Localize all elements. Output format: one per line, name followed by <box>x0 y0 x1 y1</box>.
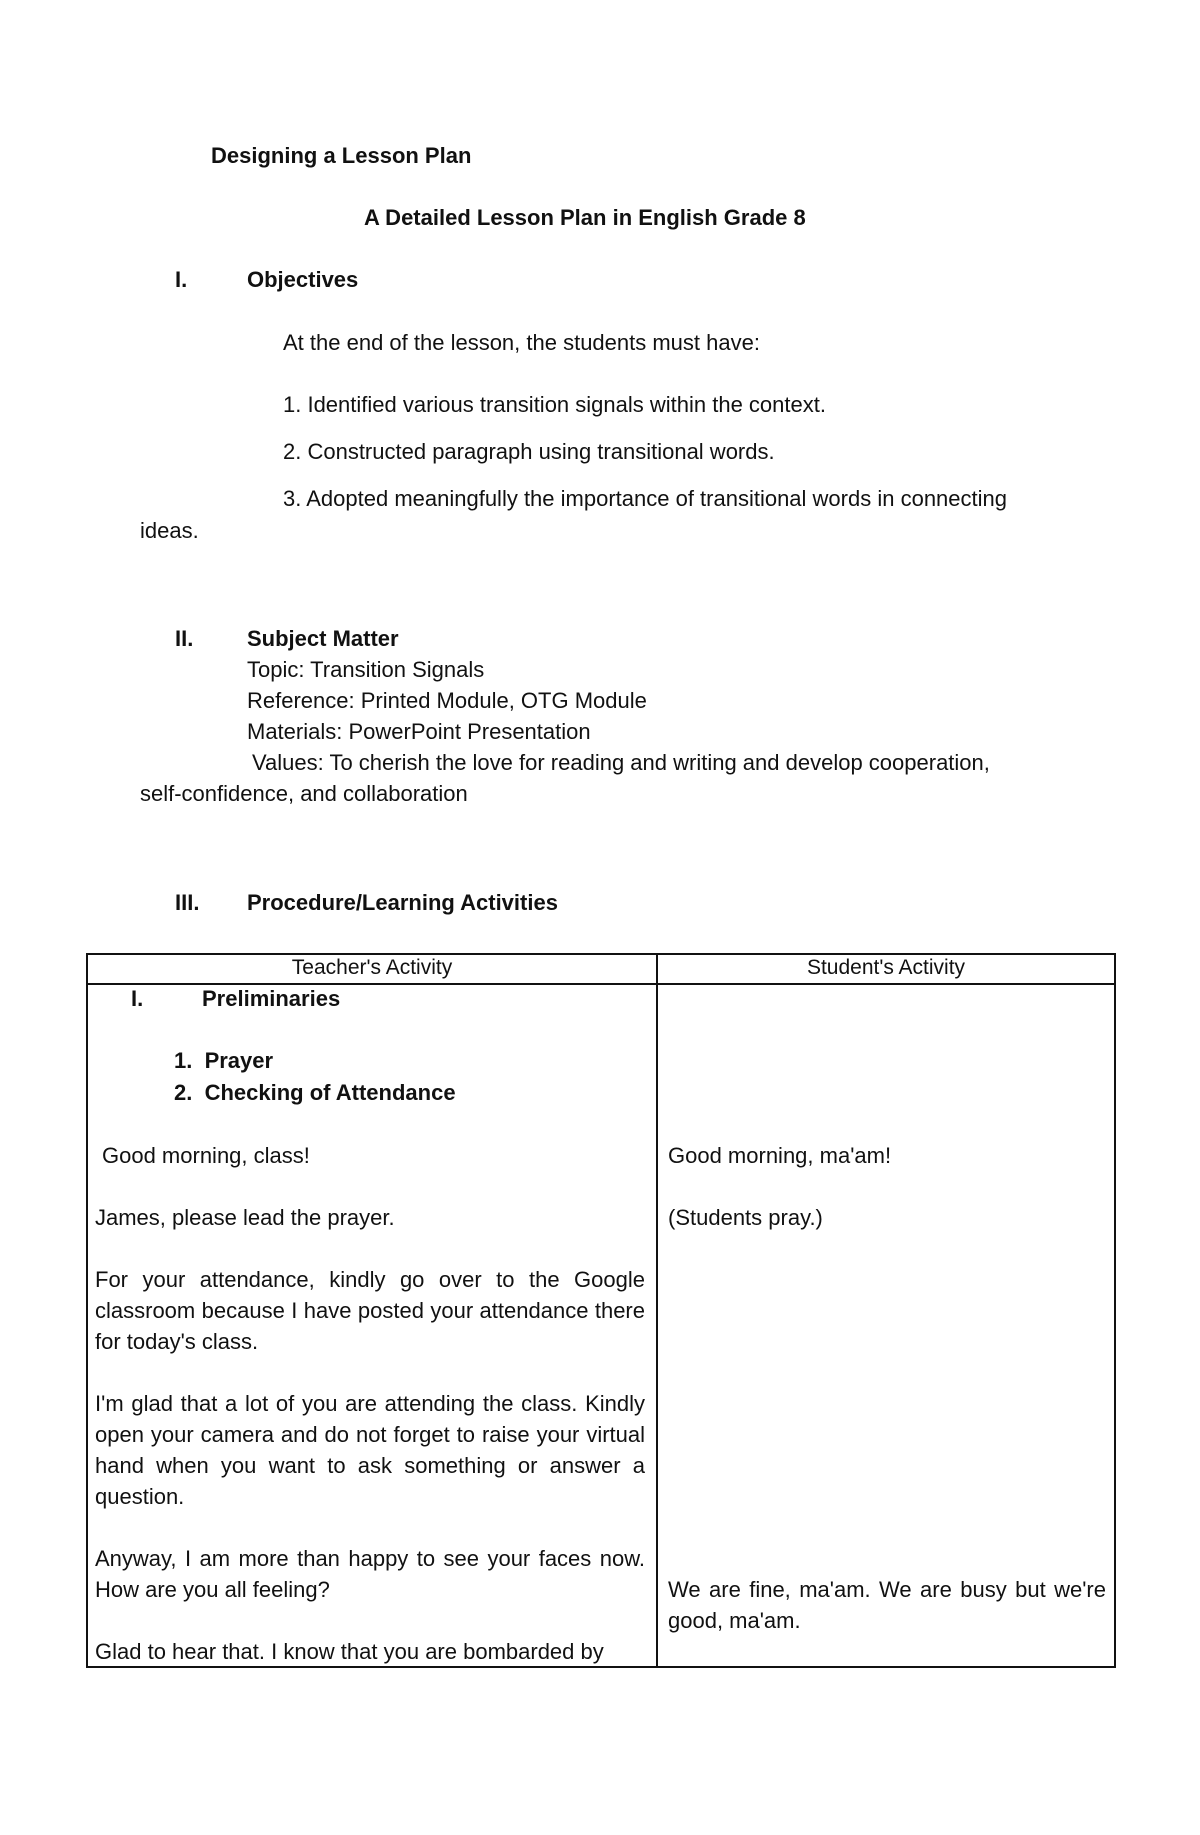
subject-values-line2: self-confidence, and collaboration <box>140 781 468 806</box>
teacher-activity-header: Teacher's Activity <box>291 956 453 979</box>
procedure-numeral: III. <box>175 890 200 915</box>
teacher-line-attendance: For your attendance, kindly go over to the Google classroom because I have posted your attendance there for today's class. <box>95 1267 645 1354</box>
document-subtitle: A Detailed Lesson Plan in English Grade 8 <box>364 205 806 230</box>
objectives-title: Objectives <box>247 267 359 292</box>
objective-item-3-continuation: ideas. <box>140 518 199 543</box>
subject-matter-title: Subject Matter <box>247 626 399 651</box>
subject-materials: Materials: PowerPoint Presentation <box>247 719 591 744</box>
table-column-divider <box>656 953 658 1668</box>
teacher-line-prayer: James, please lead the prayer. <box>95 1205 395 1230</box>
student-line-feeling: We are fine, ma'am. We are busy but we're good, ma'am. <box>668 1577 1106 1633</box>
teacher-line-greeting: Good morning, class! <box>102 1143 310 1168</box>
subject-topic: Topic: Transition Signals <box>247 657 485 682</box>
objectives-numeral: I. <box>175 267 188 292</box>
objectives-intro: At the end of the lesson, the students must have: <box>283 330 760 355</box>
teacher-line-glad: Glad to hear that. I know that you are bombarded by <box>95 1639 604 1664</box>
document-heading: Designing a Lesson Plan <box>211 143 472 168</box>
objective-item-1: 1. Identified various transition signals within the context. <box>283 392 826 417</box>
procedure-title: Procedure/Learning Activities <box>247 890 558 915</box>
teacher-line-camera: I'm glad that a lot of you are attending the class. Kindly open your camera and do not forget to raise your virtual hand when you want to ask something or answer a question. <box>95 1391 645 1509</box>
subject-reference: Reference: Printed Module, OTG Module <box>247 688 647 713</box>
preliminaries-title: Preliminaries <box>202 986 341 1011</box>
preliminaries-item-attendance: 2. Checking of Attendance <box>174 1080 456 1105</box>
teacher-line-feeling: Anyway, I am more than happy to see your faces now. How are you all feeling? <box>95 1546 645 1602</box>
objective-item-2: 2. Constructed paragraph using transitional words. <box>283 439 775 464</box>
subject-matter-numeral: II. <box>175 626 194 651</box>
subject-values-line1: Values: To cherish the love for reading and writing and develop cooperation, <box>252 750 990 775</box>
objective-item-3: 3. Adopted meaningfully the importance of transitional words in connecting <box>283 486 1007 511</box>
student-line-greeting: Good morning, ma'am! <box>668 1143 892 1168</box>
student-activity-header: Student's Activity <box>806 956 966 979</box>
student-line-prayer: (Students pray.) <box>668 1205 823 1230</box>
preliminaries-item-prayer: 1. Prayer <box>174 1048 274 1073</box>
preliminaries-numeral: I. <box>131 986 144 1011</box>
